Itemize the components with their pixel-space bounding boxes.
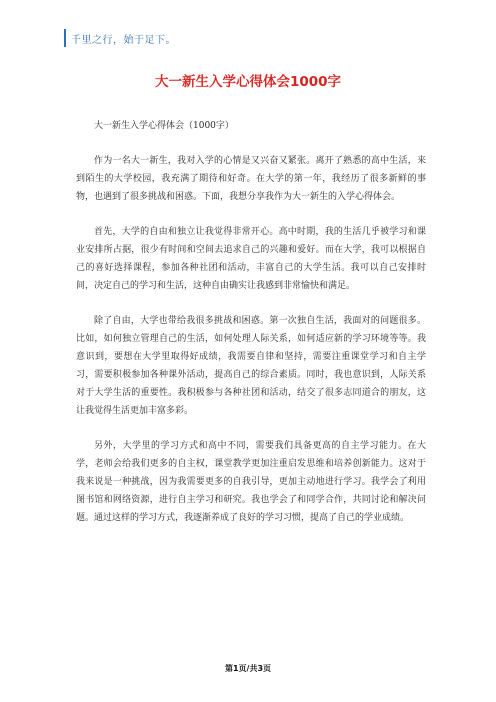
page-indicator: 第1页/共3页 (224, 664, 272, 673)
document-body (76, 117, 426, 544)
body-paragraph: 作为一名大一新生，我对入学的心情是又兴奋又紧张。离开了熟悉的高中生活，来到陌生的大学校园，我充满了期待和好奇。在大学的第一年，我经历了很多新鲜的事物，也遇到了很多挑战和困惑。下面，我想分享我作为大一新生的入学心得体会。 (76, 156, 426, 202)
header-motto: 千里之行，始于足下。 (71, 35, 176, 46)
body-paragraph: 首先，大学的自由和独立让我觉得非常开心。高中时期，我的生活几乎被学习和课业安排所占据，很少有时间和空间去追求自己的兴趣和爱好。而在大学，我可以根据自己的喜好选择课程，参加各种社团和活动，丰富自己的大学生活。我可以自己安排时间，决定自己的学习和生活，这种自由确实让我感到非常愉快和满足。 (76, 227, 426, 291)
body-paragraph: 另外，大学里的学习方式和高中不同，需要我们具备更高的自主学习能力。在大学，老师会给我们更多的自主权，课堂教学更加注重启发思维和培养创新能力。这对于我来说是一种挑战，因为我需要更多的自我引导，更加主动地进行学习。我学会了利用图书馆和网络资源，进行自主学习和研究。我也学会了和同学合作，共同讨论和解决问题。通过这样的学习方式，我逐渐养成了良好的学习习惯，提高了自己的学业成绩。 (76, 441, 426, 523)
header-accent-bar (64, 29, 66, 47)
body-paragraph: 除了自由，大学也带给我很多挑战和困惑。第一次独自生活，我面对的问题很多。比如，如何独立管理自己的生活，如何处理人际关系，如何适应新的学习环境等等。我意识到，要想在大学里取得好成绩，我需要自律和坚持，需要注重课堂学习和自主学习，需要积极参加各种课外活动，提高自己的综合素质。同时，我也意识到，人际关系对于大学生活的重要性。我积极参与各种社团和活动，结交了很多志同道合的朋友，这让我觉得生活更加丰富多彩。 (76, 316, 426, 416)
document-title: 大一新生入学心得体会1000字 (154, 74, 342, 90)
subtitle-paragraph: 大一新生入学心得体会（1000字） (94, 121, 234, 131)
